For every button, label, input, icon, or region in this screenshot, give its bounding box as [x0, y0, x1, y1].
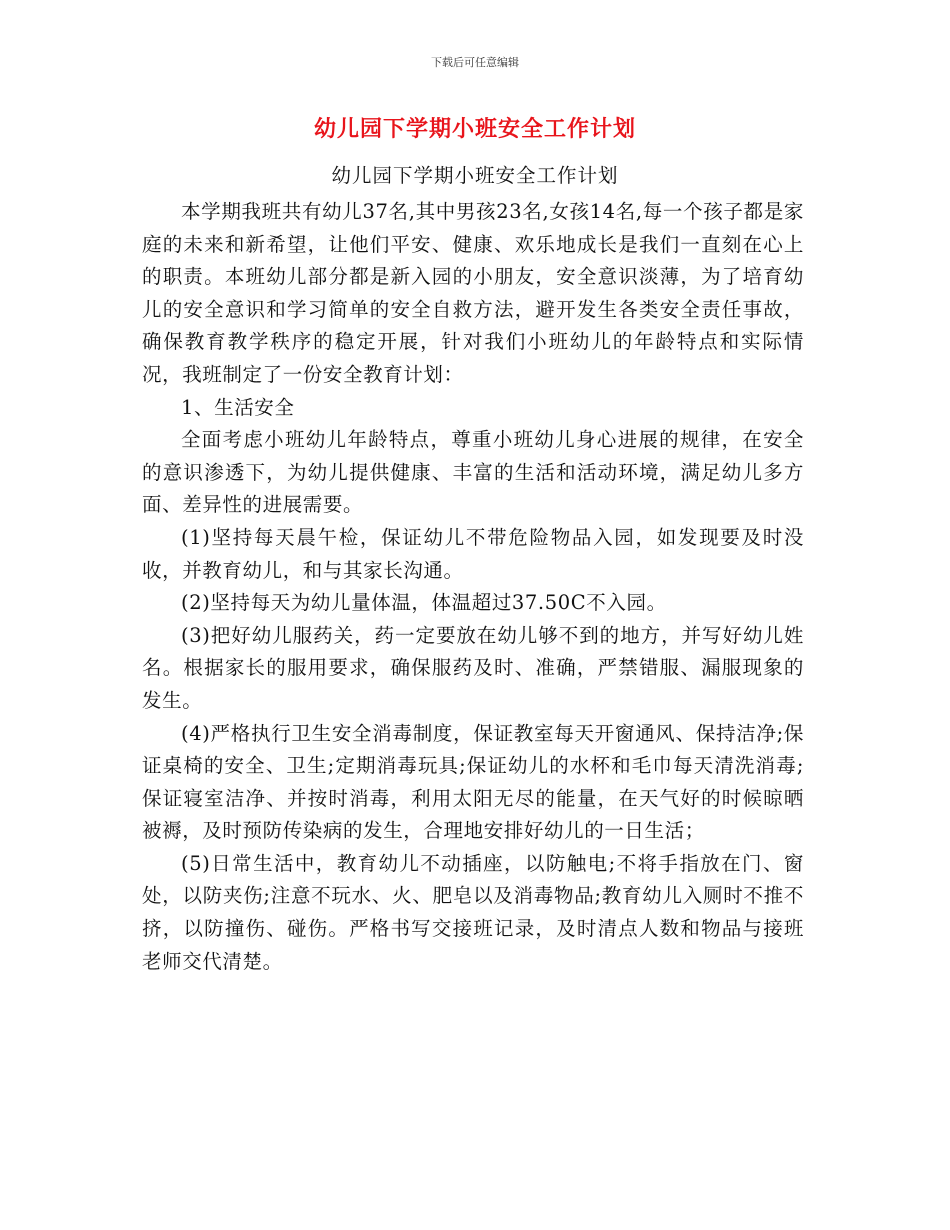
paragraph-overview: 全面考虑小班幼儿年龄特点，尊重小班幼儿身心进展的规律，在安全的意识渗透下，为幼儿提供健康、丰富的生活和活动环境，满足幼儿多方面、差异性的进展需要。 — [142, 428, 804, 517]
paragraph-item-5: (5)日常生活中，教育幼儿不动插座，以防触电;不将手指放在门、窗处，以防夹伤;注意不玩水、火、肥皂以及消毒物品;教育幼儿入厕时不推不挤，以防撞伤、碰伤。严格书写交接班记录，及时清点人数和物品与接班老师交代清楚。 — [142, 851, 804, 973]
paragraph-item-3: (3)把好幼儿服药关，药一定要放在幼儿够不到的地方，并写好幼儿姓名。根据家长的服用要求，确保服药及时、准确，严禁错服、漏服现象的发生。 — [142, 623, 804, 712]
paragraph-intro: 本学期我班共有幼儿37名,其中男孩23名,女孩14名,每一个孩子都是家庭的未来和新希望，让他们平安、健康、欢乐地成长是我们一直刻在心上的职责。本班幼儿部分都是新入园的小朋友，安全意识淡薄，为了培育幼儿的安全意识和学习简单的安全自救方法，避开发生各类安全责任事故，确保教育教学秩序的稳定开展，针对我们小班幼儿的年龄特点和实际情况，我班制定了一份安全教育计划： — [142, 200, 804, 386]
document-subtitle: 幼儿园下学期小班安全工作计划 — [331, 164, 619, 187]
paragraph-item-1: (1)坚持每天晨午检，保证幼儿不带危险物品入园，如发现要及时没收，并教育幼儿，和与其家长沟通。 — [142, 525, 804, 582]
section-heading-life-safety: 1、生活安全 — [181, 395, 295, 419]
header-note: 下载后可任意编辑 — [431, 56, 519, 69]
paragraph-item-2: (2)坚持每天为幼儿量体温，体温超过37.50C不入园。 — [181, 591, 667, 615]
paragraph-item-4: (4)严格执行卫生安全消毒制度，保证教室每天开窗通风、保持洁净;保证桌椅的安全、卫生;定期消毒玩具;保证幼儿的水杯和毛巾每天清洗消毒;保证寝室洁净、并按时消毒，利用太阳无尽的能量，在天气好的时候晾晒被褥，及时预防传染病的发生，合理地安排好幼儿的一日生活； — [142, 721, 804, 843]
document-title: 幼儿园下学期小班安全工作计划 — [313, 117, 636, 142]
document-body — [142, 196, 804, 978]
